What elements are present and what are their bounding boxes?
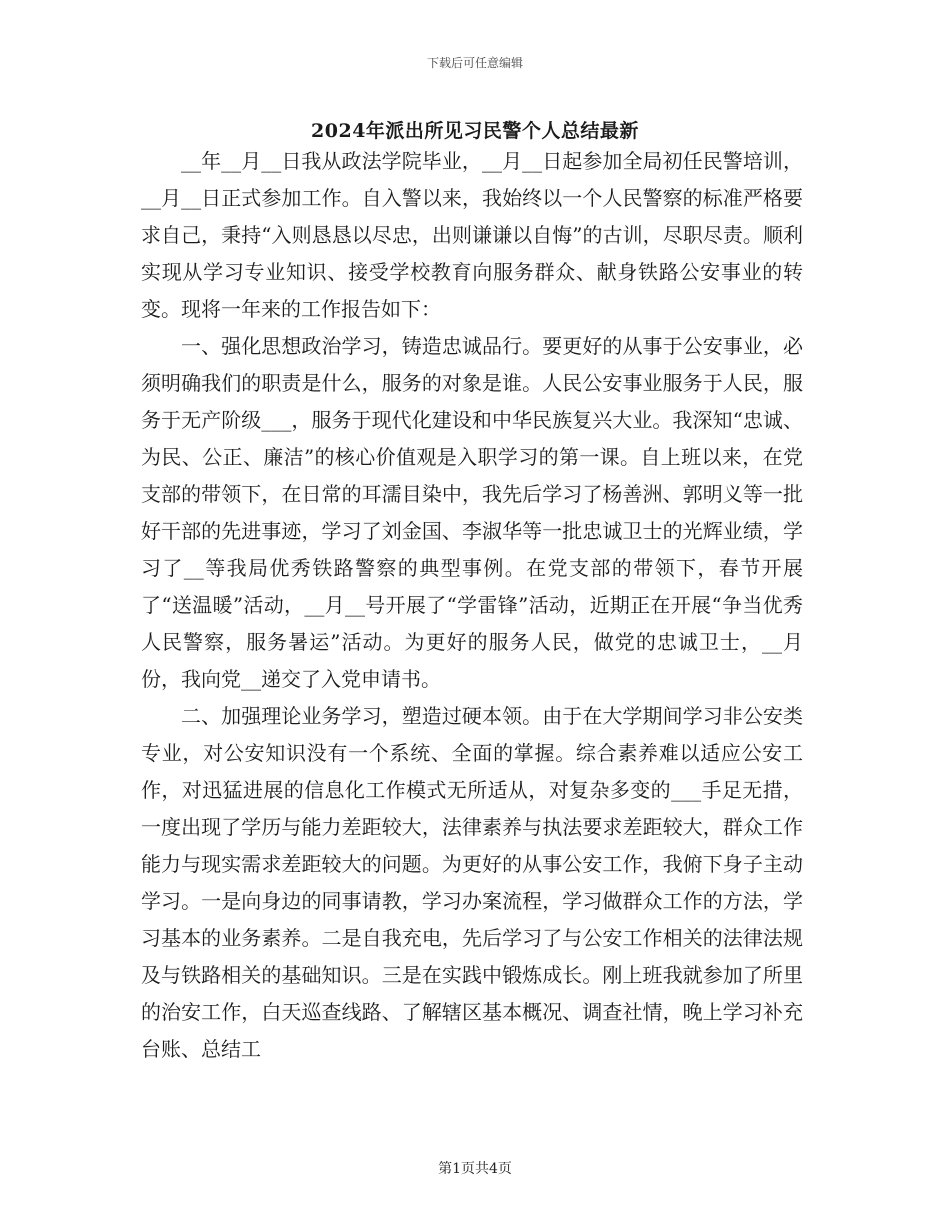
page-number: 第1页共4页 (438, 1161, 512, 1177)
paragraph-section-2: 二、加强理论业务学习，塑造过硬本领。由于在大学期间学习非公安类专业，对公安知识没有一个系统、全面的掌握。综合素养难以适应公安工作，对迅猛进展的信息化工作模式无所适从，对复杂多变的___手足无措，一度出现了学历与能力差距较大，法律素养与执法要求差距较大，群众工作能力与现实需求差距较大的问题。为更好的从事公安工作，我俯下身子主动学习。一是向身边的同事请教，学习办案流程，学习做群众工作的方法，学习基本的业务素养。二是自我充电，先后学习了与公安工作相关的法律法规及与铁路相关的基础知识。三是在实践中锻炼成长。刚上班我就参加了所里的治安工作，白天巡查线路、了解辖区基本概况、调查社情，晚上学习补充台账、总结工 (141, 704, 803, 1061)
paragraph-intro: __年__月__日我从政法学院毕业，__月__日起参加全局初任民警培训，__月__日正式参加工作。自入警以来，我始终以一个人民警察的标准严格要求自己，秉持“入则恳恳以尽忠，出则谦谦以自悔”的古训，尽职尽责。顺利实现从学习专业知识、接受学校教育向服务群众、献身铁路公安事业的转变。现将一年来的工作报告如下： (141, 149, 803, 321)
document-body (141, 143, 803, 1068)
paragraph-section-1: 一、强化思想政治学习，铸造忠诚品行。要更好的从事于公安事业，必须明确我们的职责是什么，服务的对象是谁。人民公安事业服务于人民，服务于无产阶级___，服务于现代化建设和中华民族复兴大业。我深知“忠诚、为民、公正、廉洁”的核心价值观是入职学习的第一课。自上班以来，在党支部的带领下，在日常的耳濡目染中，我先后学习了杨善洲、郭明义等一批好干部的先进事迹，学习了刘金国、李淑华等一批忠诚卫士的光辉业绩，学习了__等我局优秀铁路警察的典型事例。在党支部的带领下，春节开展了“送温暖”活动，__月__号开展了“学雷锋”活动，近期正在开展“争当优秀人民警察，服务暑运”活动。为更好的服务人民，做党的忠诚卫士，__月份，我向党__递交了入党申请书。 (141, 334, 803, 691)
header-note: 下载后可任意编辑 (426, 56, 523, 70)
document-title: 2024年派出所见习民警个人总结最新 (311, 120, 639, 142)
